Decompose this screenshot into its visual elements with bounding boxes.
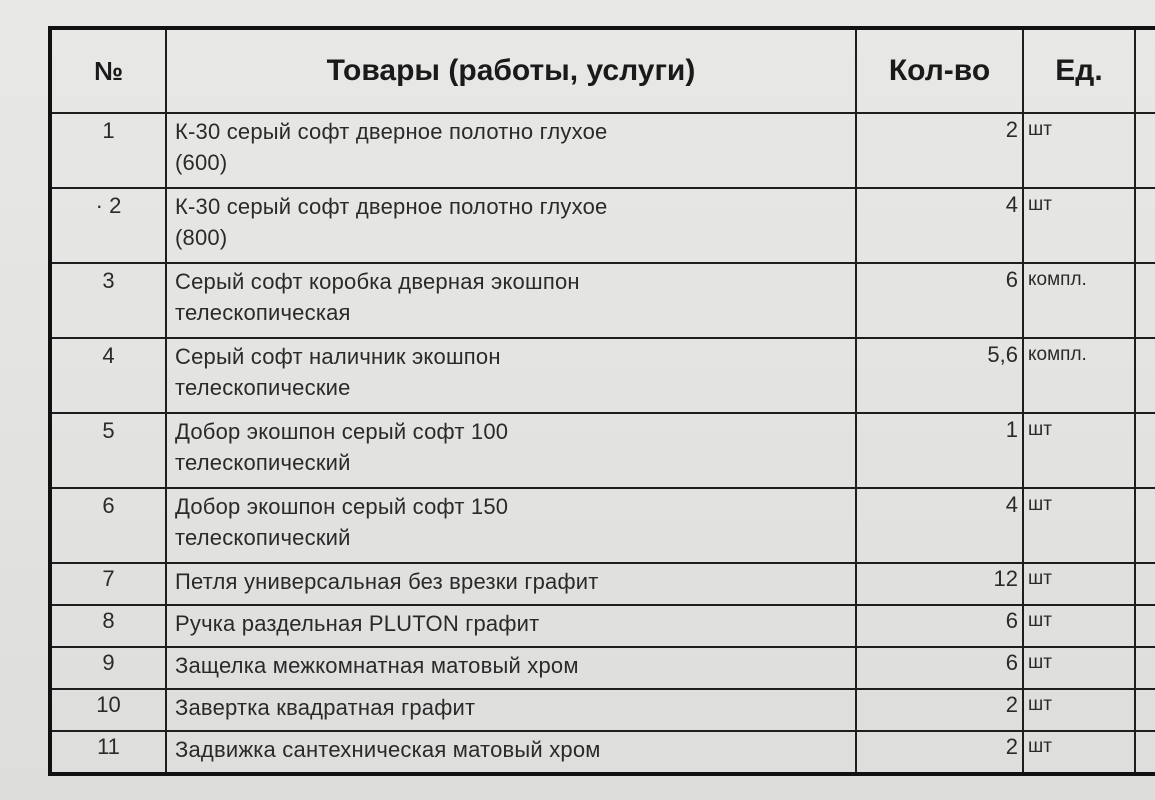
row-extra-cell (1135, 338, 1155, 413)
row-goods-name: Завертка квадратная графит (166, 689, 856, 731)
row-unit: шт (1023, 413, 1135, 488)
table-row (50, 263, 1155, 338)
row-goods-name: Петля универсальная без врезки графит (166, 563, 856, 605)
row-quantity: 6 (856, 647, 1023, 689)
row-extra-cell (1135, 605, 1155, 647)
header-unit: Ед. (1023, 28, 1135, 113)
row-number: 3 (50, 263, 166, 338)
row-quantity: 4 (856, 188, 1023, 263)
row-unit: компл. (1023, 338, 1135, 413)
row-extra-cell (1135, 488, 1155, 563)
row-goods-name: Добор экошпон серый софт 100 телескопический (166, 413, 856, 488)
table-row (50, 488, 1155, 563)
row-extra-cell (1135, 413, 1155, 488)
row-quantity: 1 (856, 413, 1023, 488)
table-row (50, 605, 1155, 647)
row-goods-name: Ручка раздельная PLUTON графит (166, 605, 856, 647)
row-unit: шт (1023, 605, 1135, 647)
row-extra-cell (1135, 647, 1155, 689)
row-unit: компл. (1023, 263, 1135, 338)
row-unit: шт (1023, 563, 1135, 605)
row-extra-cell (1135, 563, 1155, 605)
row-goods-name: Защелка межкомнатная матовый хром (166, 647, 856, 689)
row-extra-cell (1135, 113, 1155, 188)
row-extra-cell (1135, 188, 1155, 263)
row-quantity: 2 (856, 113, 1023, 188)
table-row (50, 731, 1155, 774)
table-row (50, 338, 1155, 413)
row-extra-cell (1135, 689, 1155, 731)
row-number: 5 (50, 413, 166, 488)
row-goods-name: К-30 серый софт дверное полотно глухое (800) (166, 188, 856, 263)
row-goods-name: К-30 серый софт дверное полотно глухое (600) (166, 113, 856, 188)
row-number: 9 (50, 647, 166, 689)
header-quantity: Кол-во (856, 28, 1023, 113)
table-row (50, 647, 1155, 689)
row-extra-cell (1135, 263, 1155, 338)
table-header-row (50, 28, 1155, 113)
row-quantity: 4 (856, 488, 1023, 563)
row-quantity: 5,6 (856, 338, 1023, 413)
row-quantity: 12 (856, 563, 1023, 605)
row-number: 11 (50, 731, 166, 774)
header-goods: Товары (работы, услуги) (166, 28, 856, 113)
row-number: 6 (50, 488, 166, 563)
row-number: 8 (50, 605, 166, 647)
row-number: 4 (50, 338, 166, 413)
row-unit: шт (1023, 113, 1135, 188)
row-unit: шт (1023, 647, 1135, 689)
table-row (50, 689, 1155, 731)
table-row (50, 413, 1155, 488)
table-row (50, 188, 1155, 263)
row-quantity: 2 (856, 689, 1023, 731)
invoice-table (48, 26, 1155, 776)
row-number: 10 (50, 689, 166, 731)
row-quantity: 2 (856, 731, 1023, 774)
row-goods-name: Задвижка сантехническая матовый хром (166, 731, 856, 774)
row-number: 7 (50, 563, 166, 605)
table-row (50, 563, 1155, 605)
row-unit: шт (1023, 488, 1135, 563)
row-goods-name: Серый софт наличник экошпон телескопические (166, 338, 856, 413)
row-number: 1 (50, 113, 166, 188)
header-number: № (50, 28, 166, 113)
row-goods-name: Добор экошпон серый софт 150 телескопический (166, 488, 856, 563)
row-goods-name: Серый софт коробка дверная экошпон телескопическая (166, 263, 856, 338)
table-row (50, 113, 1155, 188)
row-extra-cell (1135, 731, 1155, 774)
row-unit: шт (1023, 689, 1135, 731)
header-extra (1135, 28, 1155, 113)
row-unit: шт (1023, 188, 1135, 263)
row-quantity: 6 (856, 263, 1023, 338)
row-unit: шт (1023, 731, 1135, 774)
row-number: · 2 (50, 188, 166, 263)
row-quantity: 6 (856, 605, 1023, 647)
